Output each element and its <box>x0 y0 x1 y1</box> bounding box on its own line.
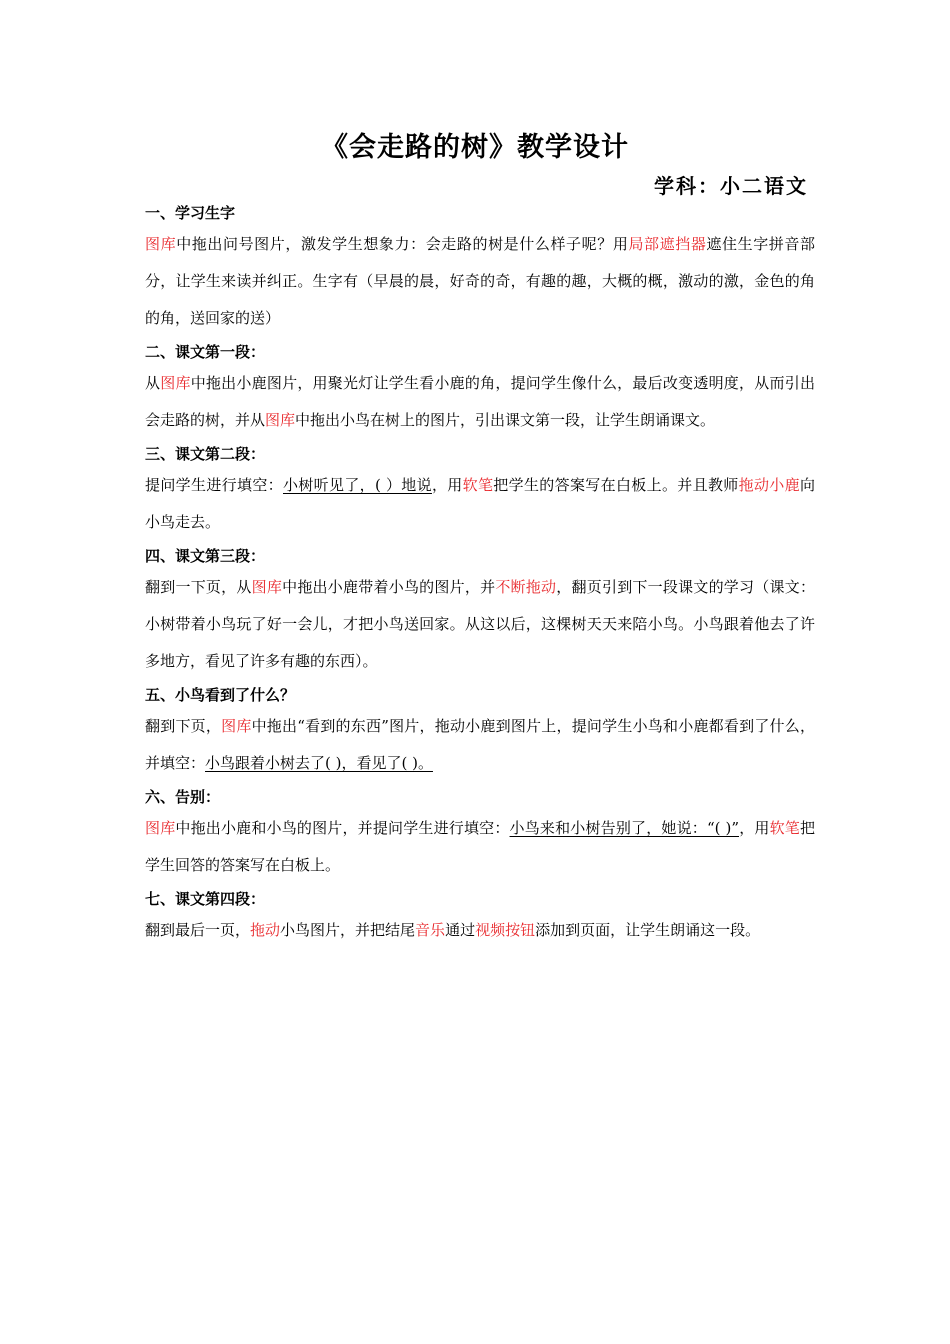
highlighted-term: 不断拖动 <box>495 578 557 596</box>
text-run: 中拖出小鹿图片，用聚光灯让学生看小鹿的角，提问学生像什么，最后改变透明度，从而引出会走路的树，并从 <box>145 374 815 429</box>
section-paragraph <box>145 467 815 541</box>
text-run: ，翻页引到下一段课文的学习（课文：小树带着小鸟玩了好一会儿，才把小鸟送回家。从这以后，这棵树天天来陪小鸟。小鸟跟着他去了许多地方，看见了许多有趣的东西）。 <box>145 578 815 670</box>
section-7 <box>145 886 815 949</box>
text-run: 小鸟图片，并把结尾 <box>280 921 416 939</box>
section-heading: 七、课文第四段： <box>145 890 266 908</box>
subject-label: 学科：小二语文 <box>654 174 808 198</box>
highlighted-term: 图库 <box>145 235 177 253</box>
text-run: 翻到一下页，从 <box>145 578 252 596</box>
section-paragraph <box>145 226 815 337</box>
section-paragraph <box>145 708 815 782</box>
highlighted-term: 软笔 <box>769 819 800 837</box>
document-title: 《会走路的树》教学设计 <box>321 132 629 163</box>
text-run: 中拖出小鹿带着小鸟的图片，并 <box>282 578 496 596</box>
section-heading: 一、学习生字 <box>145 204 236 222</box>
fill-in-blank: 小鸟跟着小树去了( )，看见了( )。 <box>205 754 433 772</box>
section-5 <box>145 682 815 782</box>
text-run: 翻到最后一页， <box>145 921 251 939</box>
text-run: 中拖出问号图片，激发学生想象力：会走路的树是什么样子呢？用 <box>176 235 629 253</box>
highlighted-term: 图库 <box>145 819 176 837</box>
highlighted-term: 图库 <box>221 717 252 735</box>
text-run: 把学生回答的答案写在白板上。 <box>145 819 815 874</box>
text-run: 从 <box>145 374 161 392</box>
text-run: 遮住生字拼音部分，让学生来读并纠正。生字有（早晨的晨，好奇的奇，有趣的趣，大概的概，激动的激，金色的角的角，送回家的送） <box>145 235 815 327</box>
section-paragraph <box>145 912 815 949</box>
highlighted-term: 音乐 <box>415 921 446 939</box>
text-run: 提问学生进行填空： <box>145 476 283 494</box>
text-run: ，用 <box>431 476 463 494</box>
section-heading: 二、课文第一段： <box>145 343 266 361</box>
section-heading: 六、告别： <box>145 788 221 806</box>
section-6 <box>145 784 815 884</box>
text-run: 通过 <box>445 921 476 939</box>
highlighted-term: 局部遮挡器 <box>628 235 707 253</box>
text-run: 向小鸟走去。 <box>145 476 815 531</box>
section-1 <box>145 200 815 337</box>
section-paragraph <box>145 569 815 680</box>
text-run: 中拖出小鹿和小鸟的图片，并提问学生进行填空： <box>175 819 510 837</box>
section-paragraph <box>145 810 815 884</box>
fill-in-blank: 小鸟来和小树告别了，她说：“( )” <box>509 819 739 837</box>
text-run: 把学生的答案写在白板上。并且教师 <box>493 476 739 494</box>
document-body <box>145 198 815 949</box>
section-4 <box>145 543 815 680</box>
highlighted-term: 图库 <box>251 578 283 596</box>
highlighted-term: 图库 <box>160 374 191 392</box>
section-2 <box>145 339 815 439</box>
text-run: 翻到下页， <box>145 717 222 735</box>
section-heading: 四、课文第三段： <box>145 547 266 565</box>
text-run: ，用 <box>739 819 770 837</box>
highlighted-term: 视频按钮 <box>475 921 536 939</box>
section-paragraph <box>145 365 815 439</box>
highlighted-term: 软笔 <box>462 476 494 494</box>
section-heading: 五、小鸟看到了什么？ <box>145 686 296 704</box>
highlighted-term: 拖动小鹿 <box>738 476 800 494</box>
section-heading: 三、课文第二段： <box>145 445 266 463</box>
highlighted-term: 图库 <box>265 411 296 429</box>
fill-in-blank: 小树听见了，( ）地说 <box>283 476 432 494</box>
text-run: 中拖出小鸟在树上的图片，引出课文第一段，让学生朗诵课文。 <box>295 411 716 429</box>
highlighted-term: 拖动 <box>250 921 281 939</box>
text-run: 中拖出“看到的东西”图片，拖动小鹿到图片上，提问学生小鸟和小鹿都看到了什么，并填空： <box>145 717 815 772</box>
text-run: 添加到页面，让学生朗诵这一段。 <box>535 921 761 939</box>
section-3 <box>145 441 815 541</box>
